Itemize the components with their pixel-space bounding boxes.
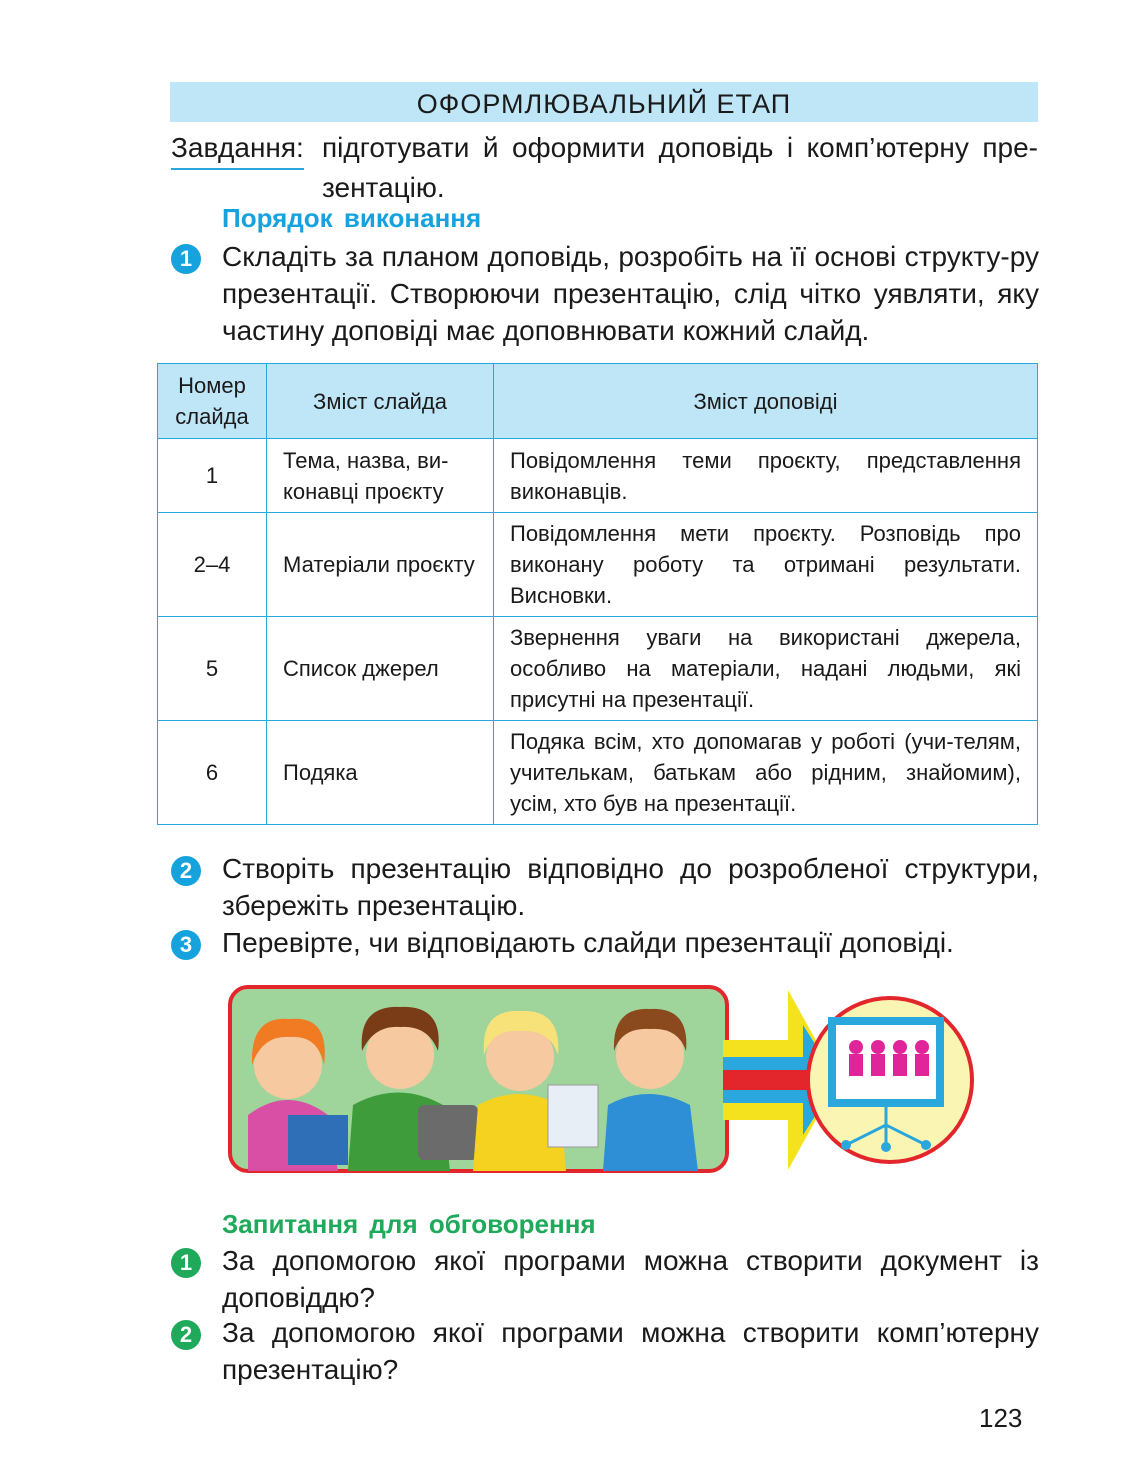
question-text: За допомогою якої програми можна створити комп’ютерну презентацію?: [222, 1317, 1039, 1385]
cell-slide-content: Список джерел: [267, 617, 494, 721]
procedure-step-2: [171, 850, 1039, 924]
cell-slide-content: Матеріали проєкту: [267, 513, 494, 617]
children-presenting-illustration: [228, 985, 978, 1175]
step-text: Створіть презентацію відповідно до розробленої структури, збережіть презентацію.: [222, 853, 1039, 921]
table-row: [158, 617, 1038, 721]
col-header-slide-content: Зміст слайда: [267, 364, 494, 439]
page-number: 123: [979, 1403, 1023, 1433]
question-2: [171, 1314, 1039, 1388]
table-header-row: [158, 364, 1038, 439]
cell-report-content: Повідомлення мети проєкту. Розповідь про виконану роботу та отримані результати. Висновки.: [494, 513, 1038, 617]
stage-header: ОФОРМЛЮВАЛЬНИЙ ЕТАП: [170, 82, 1038, 122]
task-label: Завдання:: [171, 128, 304, 170]
step-number-badge: 2: [171, 856, 201, 886]
cell-report-content: Подяка всім, хто допомагав у роботі (учи-телям, учителькам, батькам або рідним, знайомим), усім, хто був на презентації.: [494, 721, 1038, 825]
col-header-slide-number: Номер слайда: [158, 364, 267, 439]
step-text: Перевірте, чи відповідають слайди презентації доповіді.: [222, 927, 954, 958]
cell-slide-number: 2–4: [158, 513, 267, 617]
cell-slide-number: 1: [158, 439, 267, 513]
cell-report-content: Звернення уваги на використані джерела, особливо на матеріали, надані людьми, які присутні на презентації.: [494, 617, 1038, 721]
presentation-board-icon: [808, 998, 972, 1162]
cell-slide-number: 6: [158, 721, 267, 825]
question-text: За допомогою якої програми можна створити документ із доповіддю?: [222, 1245, 1039, 1313]
slide-plan-table: [157, 363, 1038, 825]
col-header-report-content: Зміст доповіді: [494, 364, 1038, 439]
table-row: [158, 721, 1038, 825]
procedure-step-1: [171, 238, 1039, 349]
step-number-badge: 3: [171, 930, 201, 960]
question-number-badge: 2: [171, 1320, 201, 1350]
cell-slide-content: Тема, назва, ви-конавці проєкту: [267, 439, 494, 513]
question-number-badge: 1: [171, 1248, 201, 1278]
step-number-badge: 1: [171, 244, 201, 274]
question-1: [171, 1242, 1039, 1316]
cell-slide-number: 5: [158, 617, 267, 721]
procedure-step-3: [171, 924, 1039, 961]
cell-slide-content: Подяка: [267, 721, 494, 825]
task-text: підготувати й оформити доповідь і комп’ютерну пре-зентацію.: [322, 132, 1038, 203]
step-text: Складіть за планом доповідь, розробіть на її основі структу-ру презентації. Створюючи презентацію, слід чітко уявляти, яку частину доповіді має доповнювати кожний слайд.: [222, 241, 1039, 346]
table-row: [158, 439, 1038, 513]
questions-heading: Запитання для обговорення: [222, 1209, 596, 1239]
table-row: [158, 513, 1038, 617]
cell-report-content: Повідомлення теми проєкту, представлення виконавців.: [494, 439, 1038, 513]
procedure-heading: Порядок виконання: [222, 203, 482, 233]
